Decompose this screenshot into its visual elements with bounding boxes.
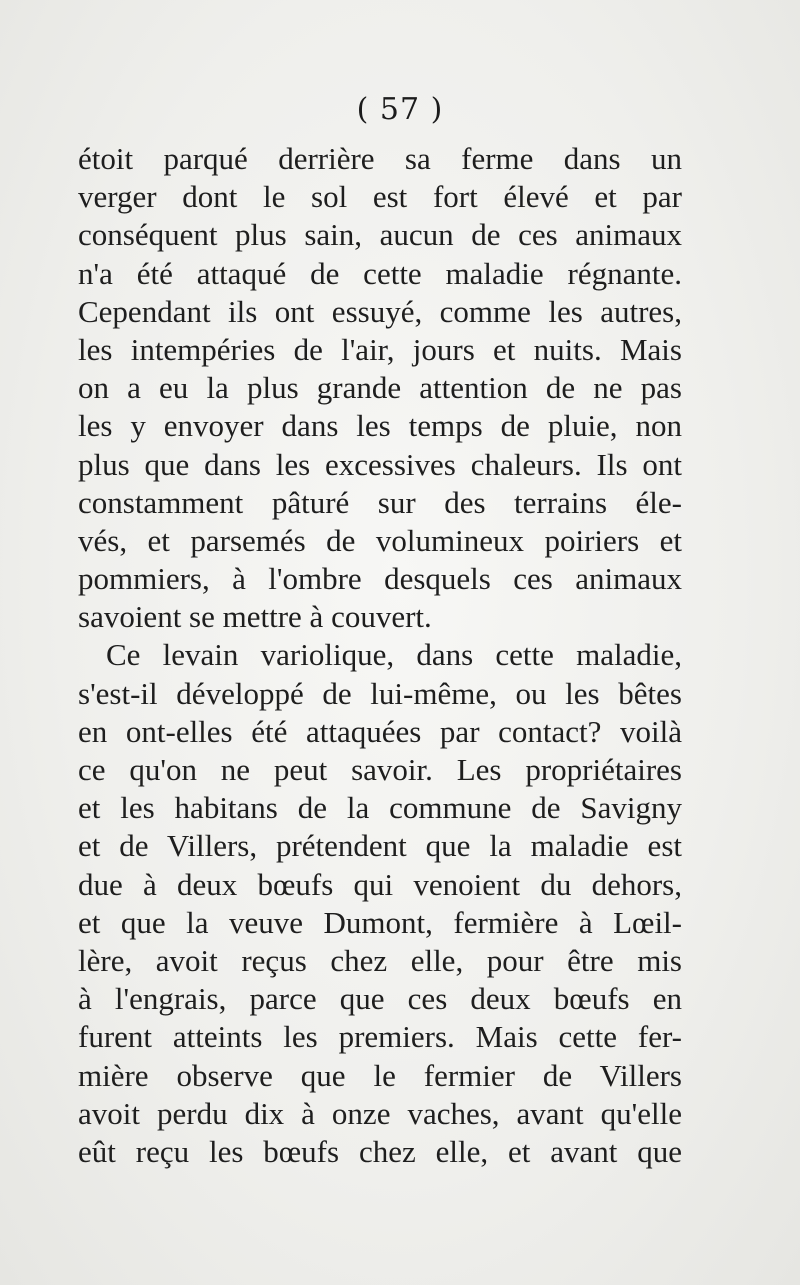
text-line: vés, et parsemés de volumineux poiriers et [78,522,682,558]
text-line: les intempéries de l'air, jours et nuits. Mais [78,331,682,367]
text-line: étoit parqué derrière sa ferme dans un [78,141,682,176]
text-line: on a eu la plus grande attention de ne pas [78,370,682,406]
text-line: pommiers, à l'ombre desquels ces animaux [78,561,682,597]
text-line: et de Villers, prétendent que la maladie est [78,828,682,864]
text-line: lère, avoit reçus chez elle, pour être mis [78,942,682,978]
text-line: due à deux bœufs qui venoient du dehors, [78,866,682,902]
page-number: ( 57 ) [356,92,444,127]
text-line: furent atteints les premiers. Mais cette fer- [78,1019,682,1055]
text-line: mière observe que le fermier de Villers [78,1057,682,1093]
text-line: Cependant ils ont essuyé, comme les autres, [78,293,682,329]
text-line: n'a été attaqué de cette maladie régnante. [78,255,682,291]
text-line: verger dont le sol est fort élevé et par [78,179,682,215]
text-line: et que la veuve Dumont, fermière à Lœil- [78,904,682,940]
text-line: et les habitans de la commune de Savigny [78,790,682,826]
text-line: avoit perdu dix à onze vaches, avant qu'elle [78,1095,682,1131]
text-line: s'est-il développé de lui-même, ou les bêtes [78,675,682,711]
text-line: plus que dans les excessives chaleurs. Ils ont [78,446,682,482]
text-line: ce qu'on ne peut savoir. Les propriétaires [78,752,682,787]
text-line: constamment pâturé sur des terrains éle- [78,484,682,520]
text-line: savoient se mettre à couvert. [78,599,432,635]
text-line: conséquent plus sain, aucun de ces animaux [78,217,682,253]
text-line: les y envoyer dans les temps de pluie, non [78,408,682,444]
text-line: en ont-elles été attaquées par contact? voilà [78,713,682,749]
text-line: eût reçu les bœufs chez elle, et avant que [78,1133,682,1169]
text-line: à l'engrais, parce que ces deux bœufs en [78,981,682,1017]
text-line: Ce levain variolique, dans cette maladie, [106,637,682,673]
body-text [78,140,682,1171]
